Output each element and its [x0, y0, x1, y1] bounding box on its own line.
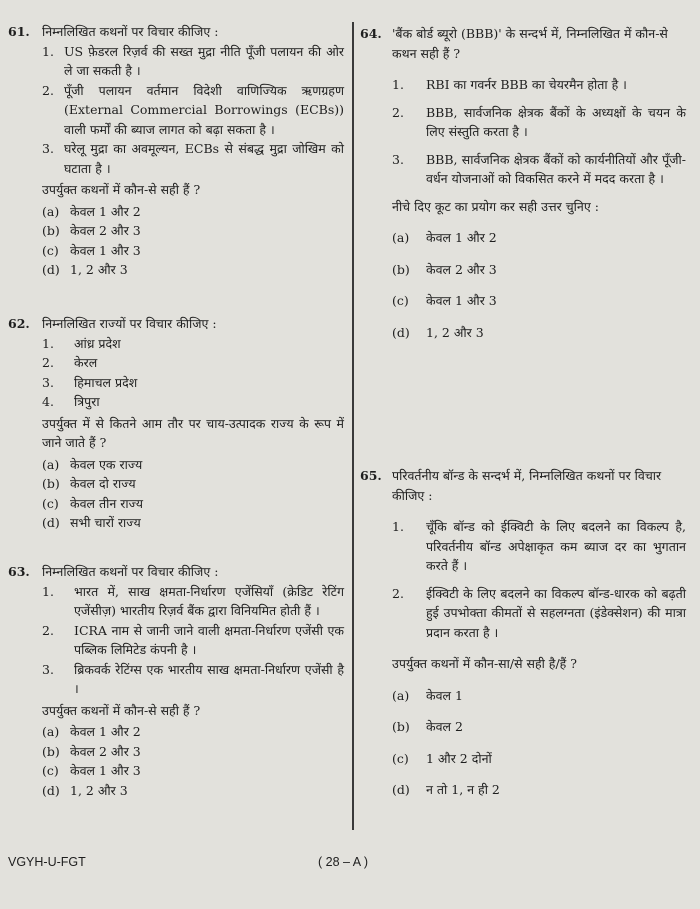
question-number: 62.	[8, 316, 30, 331]
option-b[interactable]: (b) केवल 2	[392, 719, 463, 734]
option-c[interactable]: (c) केवल तीन राज्य	[42, 495, 144, 511]
option-c[interactable]: (c) केवल 1 और 3	[42, 242, 141, 258]
option-a[interactable]: (a) केवल 1 और 2	[42, 724, 141, 739]
statement: 2. ICRA नाम से जानी जाने वाली क्षमता-निर्धारण एजेंसी एक पब्लिक लिमिटेड कंपनी है ।	[42, 622, 344, 657]
option-c[interactable]: (c) 1 और 2 दोनों	[392, 750, 492, 766]
question-62	[8, 314, 344, 533]
question-lead: उपर्युक्त कथनों में कौन-से सही हैं ?	[42, 182, 201, 197]
statement: 3. घरेलू मुद्रा का अवमूल्यन, ECBs से संबद्ध मुद्रा जोखिम को घटाता है ।	[42, 141, 344, 176]
question-lead: उपर्युक्त में से कितने आम तौर पर चाय-उत्पादक राज्य के रूप में जाने जाते हैं ?	[42, 415, 344, 450]
question-65	[360, 466, 686, 812]
page-number: ( 28 – A )	[318, 855, 369, 869]
question-number: 65.	[360, 468, 382, 483]
statement: 2. केरल	[42, 355, 98, 370]
option-d[interactable]: (d) सभी चारों राज्य	[42, 515, 141, 530]
question-64	[360, 24, 686, 354]
option-b[interactable]: (b) केवल 2 और 3	[42, 223, 141, 238]
question-prompt: परिवर्तनीय बॉन्ड के सन्दर्भ में, निम्नलिखित कथनों पर विचार कीजिए :	[392, 468, 662, 503]
statement: 2. पूँजी पलायन वर्तमान विदेशी वाणिज्यिक ऋणग्रहण (External Commercial Borrowings (ECBs)) वाली फर्मों की ब्याज लागत को बढ़ा सकता है ।	[42, 82, 344, 137]
option-a[interactable]: (a) केवल एक राज्य	[42, 456, 143, 472]
option-a[interactable]: (a) केवल 1	[392, 687, 463, 703]
question-prompt: निम्नलिखित कथनों पर विचार कीजिए :	[42, 564, 219, 579]
statement: 1. आंध्र प्रदेश	[42, 335, 121, 351]
option-b[interactable]: (b) केवल 2 और 3	[42, 743, 141, 759]
statement: 3. ब्रिकवर्क रेटिंग्स एक भारतीय साख क्षमता-निर्धारण एजेंसी है ।	[42, 661, 344, 696]
statement: 4. त्रिपुरा	[42, 394, 100, 409]
question-lead: नीचे दिए कूट का प्रयोग कर सही उत्तर चुनिए :	[392, 198, 599, 214]
statement: 2. BBB, सार्वजनिक क्षेत्रक बैंकों के अध्यक्षों के चयन के लिए संस्तुति करता है ।	[392, 104, 686, 139]
question-prompt: 'बैंक बोर्ड ब्यूरो (BBB)' के सन्दर्भ में, निम्नलिखित में कौन-से कथन सही हैं ?	[392, 26, 668, 61]
question-number: 61.	[8, 24, 30, 39]
option-d[interactable]: (d) 1, 2 और 3	[42, 262, 128, 277]
option-a[interactable]: (a) केवल 1 और 2	[392, 230, 497, 245]
booklet-code: VGYH-U-FGT	[8, 855, 86, 869]
statement: 1. US फ़ेडरल रिज़र्व की सख्त मुद्रा नीति पूँजी पलायन की ओर ले जा सकती है ।	[42, 43, 344, 78]
question-lead: उपर्युक्त कथनों में कौन-से सही हैं ?	[42, 702, 201, 718]
option-d[interactable]: (d) 1, 2 और 3	[392, 324, 484, 340]
statement: 3. BBB, सार्वजनिक क्षेत्रक बैंकों को कार्यनीतियों और पूँजी-वर्धन योजनाओं को विकसित करने में मदद करता है ।	[392, 151, 686, 186]
column-divider	[352, 22, 354, 830]
statement: 2. ईक्विटी के लिए बदलने का विकल्प बॉन्ड-धारक को बढ़ती हुई उपभोक्ता कीमतों से सहलग्नता (इंडेक्सेशन) की मात्रा प्रदान करता है ।	[392, 585, 686, 640]
option-b[interactable]: (b) केवल 2 और 3	[392, 261, 497, 277]
statement: 1. भारत में, साख क्षमता-निर्धारण एजेंसियाँ (क्रेडिट रेटिंग एजेंसीज़) भारतीय रिज़र्व बैंक द्वारा विनियमित होती हैं ।	[42, 583, 344, 618]
question-61	[8, 22, 344, 280]
option-b[interactable]: (b) केवल दो राज्य	[42, 476, 136, 491]
statement: 1. चूँकि बॉन्ड को ईक्विटी के लिए बदलने का विकल्प है, परिवर्तनीय बॉन्ड अपेक्षाकृत कम ब्याज दर का भुगतान करते हैं ।	[392, 519, 686, 573]
question-63	[8, 562, 344, 800]
option-c[interactable]: (c) केवल 1 और 3	[42, 763, 141, 778]
option-a[interactable]: (a) केवल 1 और 2	[42, 203, 141, 219]
option-d[interactable]: (d) 1, 2 और 3	[42, 782, 128, 798]
question-prompt: निम्नलिखित कथनों पर विचार कीजिए :	[42, 24, 219, 39]
statement: 1. RBI का गवर्नर BBB का चेयरमैन होता है ।	[392, 77, 627, 92]
question-prompt: निम्नलिखित राज्यों पर विचार कीजिए :	[42, 316, 217, 331]
question-number: 64.	[360, 26, 382, 41]
statement: 3. हिमाचल प्रदेश	[42, 374, 138, 390]
question-lead: उपर्युक्त कथनों में कौन-सा/से सही है/हैं ?	[392, 656, 577, 671]
question-number: 63.	[8, 564, 30, 579]
option-d[interactable]: (d) न तो 1, न ही 2	[392, 782, 500, 797]
option-c[interactable]: (c) केवल 1 और 3	[392, 293, 497, 308]
